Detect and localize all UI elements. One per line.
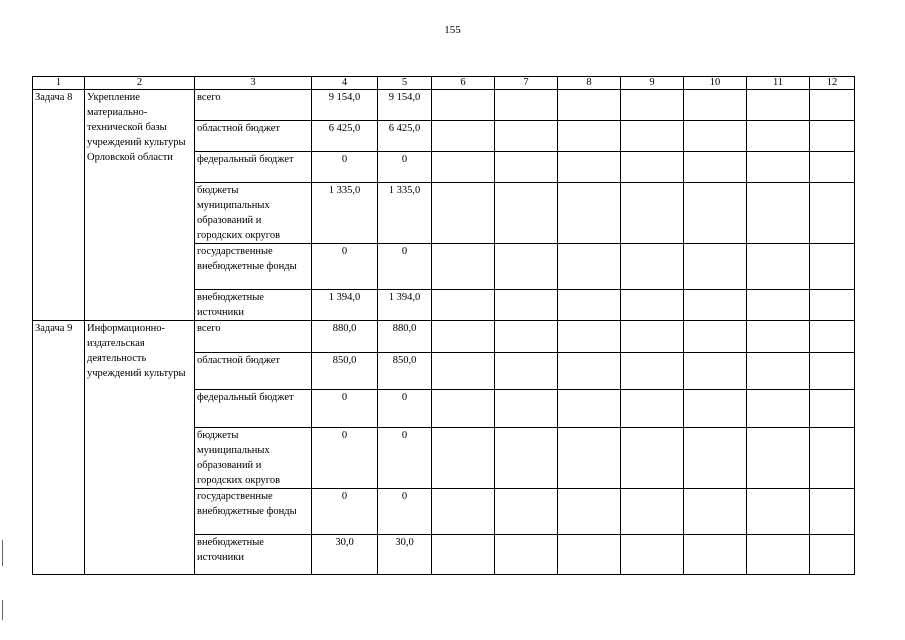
value-col5: 0 [378, 489, 432, 535]
empty-cell [432, 244, 495, 290]
empty-cell [747, 321, 810, 353]
funding-source: федеральный бюджет [195, 152, 312, 183]
empty-cell [432, 321, 495, 353]
empty-cell [432, 535, 495, 575]
column-header: 12 [810, 77, 855, 90]
value-col5: 1 394,0 [378, 290, 432, 321]
value-col4: 880,0 [312, 321, 378, 353]
empty-cell [621, 244, 684, 290]
empty-cell [558, 489, 621, 535]
column-header: 9 [621, 77, 684, 90]
value-col5: 880,0 [378, 321, 432, 353]
empty-cell [621, 428, 684, 489]
margin-mark [2, 600, 3, 620]
empty-cell [558, 428, 621, 489]
value-col4: 850,0 [312, 353, 378, 390]
empty-cell [810, 321, 855, 353]
empty-cell [747, 353, 810, 390]
column-header: 5 [378, 77, 432, 90]
empty-cell [684, 121, 747, 152]
empty-cell [621, 183, 684, 244]
empty-cell [495, 321, 558, 353]
empty-cell [558, 535, 621, 575]
empty-cell [747, 183, 810, 244]
value-col4: 1 394,0 [312, 290, 378, 321]
empty-cell [495, 428, 558, 489]
empty-cell [495, 353, 558, 390]
empty-cell [747, 390, 810, 428]
funding-source: внебюджетные источники [195, 290, 312, 321]
funding-source: всего [195, 321, 312, 353]
column-header: 11 [747, 77, 810, 90]
empty-cell [621, 489, 684, 535]
empty-cell [495, 244, 558, 290]
empty-cell [432, 152, 495, 183]
empty-cell [495, 489, 558, 535]
value-col5: 0 [378, 428, 432, 489]
value-col4: 6 425,0 [312, 121, 378, 152]
column-header: 2 [85, 77, 195, 90]
empty-cell [621, 152, 684, 183]
task-title: Укрепление материально-технической базы учреждений культуры Орловской области [85, 90, 195, 321]
value-col4: 0 [312, 489, 378, 535]
value-col5: 0 [378, 152, 432, 183]
empty-cell [810, 489, 855, 535]
empty-cell [747, 535, 810, 575]
empty-cell [432, 290, 495, 321]
table-row [33, 90, 855, 121]
empty-cell [810, 183, 855, 244]
value-col5: 30,0 [378, 535, 432, 575]
empty-cell [621, 390, 684, 428]
empty-cell [495, 290, 558, 321]
empty-cell [558, 90, 621, 121]
empty-cell [747, 428, 810, 489]
funding-source: государственные внебюджетные фонды [195, 489, 312, 535]
empty-cell [684, 244, 747, 290]
empty-cell [810, 390, 855, 428]
value-col4: 9 154,0 [312, 90, 378, 121]
funding-source: всего [195, 90, 312, 121]
value-col4: 0 [312, 244, 378, 290]
column-header: 6 [432, 77, 495, 90]
column-header: 3 [195, 77, 312, 90]
empty-cell [432, 90, 495, 121]
empty-cell [810, 428, 855, 489]
empty-cell [810, 244, 855, 290]
empty-cell [684, 90, 747, 121]
empty-cell [747, 489, 810, 535]
empty-cell [432, 121, 495, 152]
header-row [33, 77, 855, 90]
empty-cell [810, 535, 855, 575]
empty-cell [747, 90, 810, 121]
value-col4: 1 335,0 [312, 183, 378, 244]
funding-source: государственные внебюджетные фонды [195, 244, 312, 290]
empty-cell [684, 535, 747, 575]
empty-cell [558, 183, 621, 244]
empty-cell [558, 121, 621, 152]
column-header: 7 [495, 77, 558, 90]
empty-cell [684, 183, 747, 244]
task-title: Информационно-издательская деятельность учреждений культуры [85, 321, 195, 575]
column-header: 4 [312, 77, 378, 90]
funding-source: бюджеты муниципальных образований и городских округов [195, 428, 312, 489]
value-col5: 1 335,0 [378, 183, 432, 244]
empty-cell [432, 390, 495, 428]
value-col5: 0 [378, 244, 432, 290]
empty-cell [684, 152, 747, 183]
page-number: 155 [444, 24, 461, 36]
empty-cell [621, 290, 684, 321]
empty-cell [495, 183, 558, 244]
value-col5: 0 [378, 390, 432, 428]
empty-cell [810, 152, 855, 183]
column-header: 1 [33, 77, 85, 90]
empty-cell [621, 121, 684, 152]
value-col5: 850,0 [378, 353, 432, 390]
value-col5: 6 425,0 [378, 121, 432, 152]
empty-cell [558, 290, 621, 321]
empty-cell [621, 535, 684, 575]
empty-cell [684, 290, 747, 321]
budget-table [32, 76, 855, 575]
empty-cell [747, 152, 810, 183]
empty-cell [432, 183, 495, 244]
value-col4: 0 [312, 152, 378, 183]
empty-cell [495, 535, 558, 575]
empty-cell [558, 152, 621, 183]
task-label: Задача 8 [33, 90, 85, 321]
empty-cell [558, 353, 621, 390]
column-header: 8 [558, 77, 621, 90]
empty-cell [432, 428, 495, 489]
empty-cell [558, 244, 621, 290]
empty-cell [747, 244, 810, 290]
empty-cell [432, 353, 495, 390]
value-col5: 9 154,0 [378, 90, 432, 121]
empty-cell [558, 321, 621, 353]
table-row [33, 321, 855, 353]
empty-cell [747, 121, 810, 152]
empty-cell [495, 90, 558, 121]
value-col4: 30,0 [312, 535, 378, 575]
empty-cell [810, 353, 855, 390]
empty-cell [684, 321, 747, 353]
empty-cell [495, 152, 558, 183]
empty-cell [621, 353, 684, 390]
funding-source: бюджеты муниципальных образований и городских округов [195, 183, 312, 244]
task-label: Задача 9 [33, 321, 85, 575]
empty-cell [558, 390, 621, 428]
empty-cell [621, 90, 684, 121]
empty-cell [684, 489, 747, 535]
empty-cell [810, 290, 855, 321]
empty-cell [747, 290, 810, 321]
value-col4: 0 [312, 390, 378, 428]
empty-cell [495, 121, 558, 152]
empty-cell [684, 428, 747, 489]
empty-cell [684, 390, 747, 428]
column-header: 10 [684, 77, 747, 90]
empty-cell [810, 121, 855, 152]
funding-source: федеральный бюджет [195, 390, 312, 428]
funding-source: областной бюджет [195, 353, 312, 390]
value-col4: 0 [312, 428, 378, 489]
empty-cell [432, 489, 495, 535]
empty-cell [621, 321, 684, 353]
empty-cell [684, 353, 747, 390]
margin-mark [2, 540, 3, 566]
empty-cell [810, 90, 855, 121]
funding-source: внебюджетные источники [195, 535, 312, 575]
empty-cell [495, 390, 558, 428]
funding-source: областной бюджет [195, 121, 312, 152]
